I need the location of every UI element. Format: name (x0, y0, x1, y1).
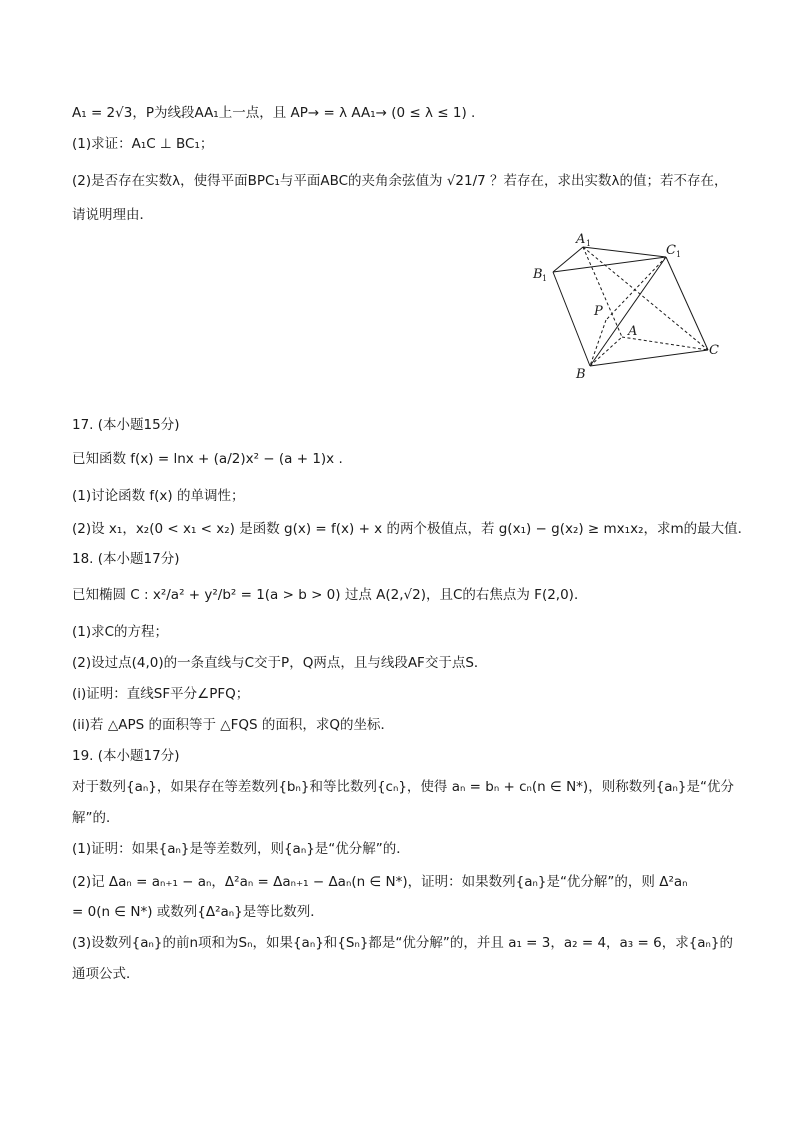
text-line: 对于数列{aₙ}，如果存在等差数列{bₙ}和等比数列{cₙ}，使得 aₙ = bₙ + cₙ(n ∈ N*)，则称数列{aₙ}是“优分 (72, 779, 735, 795)
text-line: (2)记 Δaₙ = aₙ₊₁ − aₙ，Δ²aₙ = Δaₙ₊₁ − Δaₙ(n ∈ N*)，证明：如果数列{aₙ}是“优分解”的，则 Δ²aₙ (72, 874, 688, 890)
label-p: P (594, 304, 603, 319)
edge-a1-c1 (583, 247, 666, 257)
question-heading: 19. (本小题17分) (72, 748, 180, 764)
text-line: (1)求C的方程； (72, 624, 169, 640)
text-line: (2)设过点(4,0)的一条直线与C交于P，Q两点，且与线段AF交于点S． (72, 655, 488, 671)
edge-c1-c (666, 257, 708, 350)
text-line: 解”的． (72, 810, 120, 826)
label-a: A (628, 324, 638, 339)
edge-a1-a (583, 247, 622, 337)
text-line: 请说明理由． (72, 207, 153, 223)
edge-b-c (590, 350, 708, 366)
text-line: (1)求证：A₁C ⊥ BC₁； (72, 136, 214, 152)
question-heading: 18. (本小题17分) (72, 551, 180, 567)
text-line: (2)是否存在实数λ，使得平面BPC₁与平面ABC的夹角余弦值为 √21/7 ？若存在，求出实数λ的值；若不存在， (72, 173, 728, 189)
text-line: (2)设 x₁，x₂(0 < x₁ < x₂) 是函数 g(x) = f(x) + x 的两个极值点，若 g(x₁) − g(x₂) ≥ mx₁x₂，求m的最大值． (72, 521, 752, 537)
label-c: C (709, 343, 719, 358)
label-b1: B (533, 267, 543, 282)
text-line: 已知椭圆 C : x²/a² + y²/b² = 1(a > b > 0) 过点 A(2,√2)，且C的右焦点为 F(2,0)． (72, 587, 588, 603)
label-b1-sub: 1 (542, 274, 548, 283)
label-b: B (576, 367, 586, 382)
label-a1-sub: 1 (586, 239, 592, 248)
edge-c1-p (606, 257, 666, 320)
text-line: 通项公式． (72, 966, 140, 982)
label-c1-sub: 1 (676, 250, 682, 259)
label-c1: C (666, 243, 676, 258)
text-line: (3)设数列{aₙ}的前n项和为Sₙ，如果{aₙ}和{Sₙ}都是“优分解”的，并且 a₁ = 3，a₂ = 4，a₃ = 6，求{aₙ}的 (72, 935, 734, 951)
text-line: (ii)若 △APS 的面积等于 △FQS 的面积，求Q的坐标． (72, 717, 394, 733)
question-heading: 17. (本小题15分) (72, 417, 180, 433)
geometry-figure (530, 228, 730, 384)
text-line: (i)证明：直线SF平分∠PFQ； (72, 686, 250, 702)
text-line: 已知函数 f(x) = lnx + (a/2)x² − (a + 1)x . (72, 451, 343, 467)
edge-a1-c (583, 247, 708, 350)
text-line: A₁ = 2√3，P为线段AA₁上一点，且 AP→ = λ AA₁→ (0 ≤ λ ≤ 1) . (72, 105, 476, 121)
text-line: (1)证明：如果{aₙ}是等差数列，则{aₙ}是“优分解”的． (72, 841, 410, 857)
edge-p-b (590, 320, 606, 366)
edge-b1-c1 (553, 257, 666, 272)
text-line: = 0(n ∈ N*) 或数列{Δ²aₙ}是等比数列． (72, 904, 324, 920)
label-a1: A (576, 232, 586, 247)
edge-b1-b (553, 272, 590, 366)
text-line: (1)讨论函数 f(x) 的单调性； (72, 488, 245, 504)
